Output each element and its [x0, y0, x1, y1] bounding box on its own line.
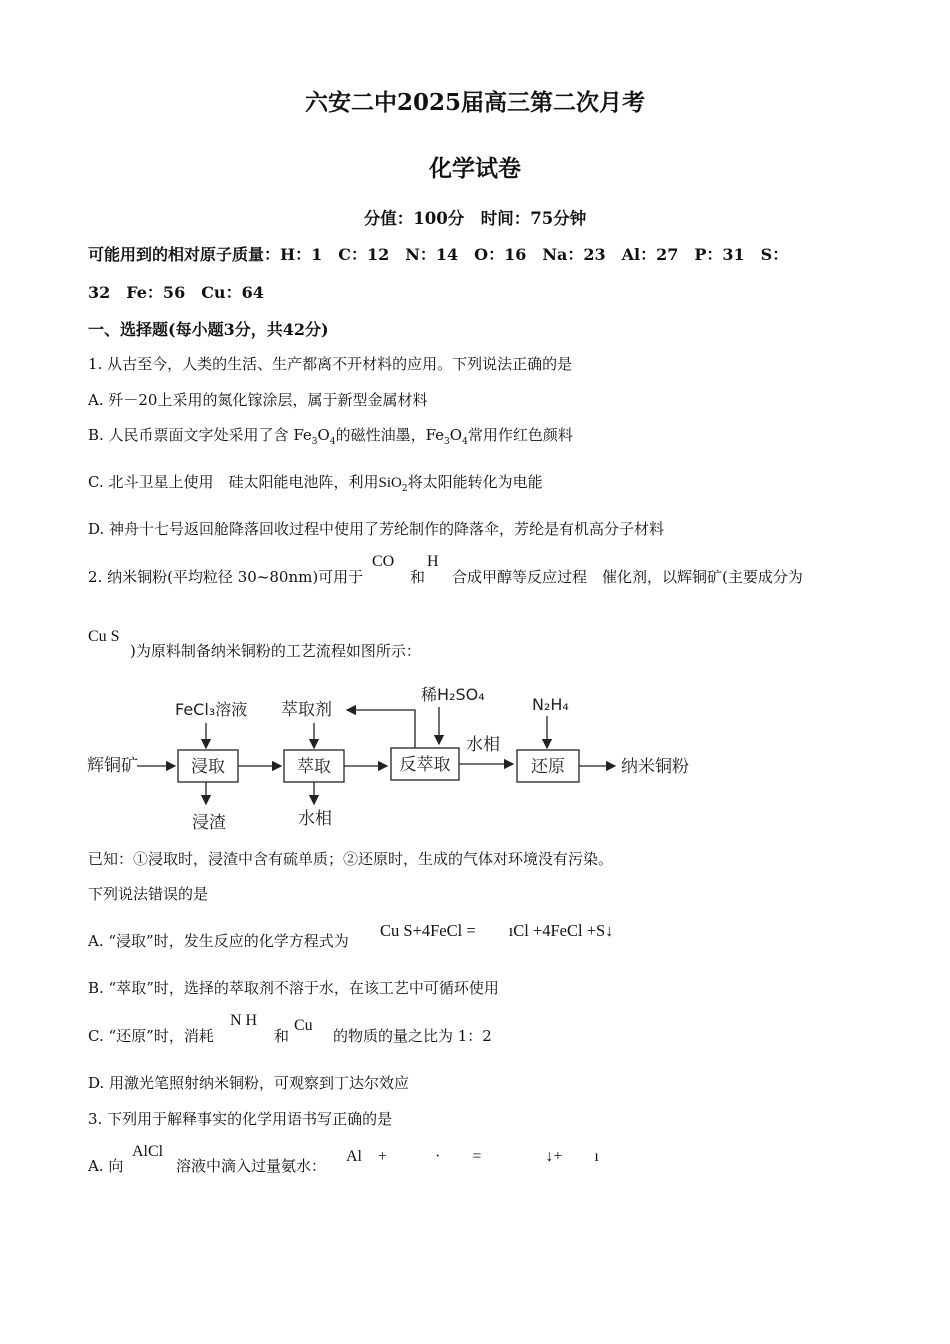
q2-option-a-equation: Cu S+4FeCl = ıCl +4FeCl +S↓: [380, 921, 614, 940]
q1-b-text-5: 常用作红色颜料: [467, 426, 573, 444]
process-flow-diagram: [85, 680, 745, 840]
q1-c-sub: 2: [401, 484, 408, 494]
q2-stem-text-1: 2. 纳米铜粉(平均粒径 30~80nm)可用于: [88, 568, 364, 586]
flow-box-1-label: 浸取: [191, 757, 225, 777]
q1-b-sub-4b: 4: [462, 437, 468, 447]
q1-c-text-2: 将太阳能转化为电能: [407, 473, 543, 491]
q1-option-c: [88, 471, 543, 494]
flow-reagent-2: 萃取剂: [281, 700, 332, 720]
q1-b-text-4: O: [449, 426, 463, 444]
q1-b-sub-4: 4: [329, 437, 336, 447]
atomic-mass-line-1: 可能用到的相对原子质量：H：1 C：12 N：14 O：16 Na：23 Al：27 P：31 S：: [88, 245, 789, 264]
q3-a-equation: Al + · = ↓+ ı: [346, 1148, 599, 1165]
q2-and: 和: [410, 568, 426, 586]
q3-a-post: 溶液中滴入过量氨水：: [176, 1157, 327, 1175]
q2-c-n2h4: N H: [230, 1012, 258, 1029]
q2-c-and: 和: [274, 1027, 290, 1045]
q1-b-text-1: B. 人民币票面文字处采用了含 Fe: [88, 426, 312, 444]
q1-option-d: D. 神舟十七号返回舱降落回收过程中使用了芳纶制作的降落伞，芳纶是有机高分子材料: [88, 520, 665, 538]
flow-box-3-label: 反萃取: [399, 755, 451, 775]
flow-recycle-line: [347, 710, 415, 750]
q2-option-c: C. “还原”时，消耗: [88, 1027, 214, 1045]
page-title: 六安二中2025届高三第二次月考: [304, 89, 645, 116]
q1-b-text-2: O: [317, 426, 330, 444]
flow-output-1: 浸渣: [192, 813, 226, 833]
q2-ask: 下列说法错误的是: [88, 885, 209, 903]
q1-option-b: [88, 424, 573, 447]
q1-c-text-1: C. 北斗卫星上使用 硅太阳能电池阵，利用: [88, 473, 379, 491]
flow-reagent-4: N₂H₄: [532, 695, 569, 714]
q1-b-sub-3b: 3: [444, 437, 450, 447]
q2-option-b: B. “萃取”时，选择的萃取剂不溶于水，在该工艺中可循环使用: [88, 979, 499, 997]
flow-box-2-label: 萃取: [297, 757, 331, 777]
q1-b-text-3: 的磁性油墨，Fe: [335, 426, 445, 444]
q2-cu2s-formula: Cu S: [88, 628, 120, 645]
q2-stem-text-3: )为原料制备纳米铜粉的工艺流程如图所示：: [130, 642, 421, 660]
q1-option-a: A. 歼－20上采用的氮化镓涂层，属于新型金属材料: [88, 391, 428, 409]
q2-h-formula: H: [427, 553, 439, 570]
flow-reagent-1: FeCl₃溶液: [175, 700, 248, 719]
flow-box-4-label: 还原: [531, 757, 565, 777]
q3-a-chem: AlCl: [132, 1143, 164, 1160]
q1-c-chem: SiO: [378, 475, 402, 491]
q2-stem: [88, 566, 363, 587]
q2-known: 已知：①浸取时，浸渣中含有硫单质；②还原时，生成的气体对环境没有污染。: [88, 850, 614, 868]
q2-option-a: A. “浸取”时，发生反应的化学方程式为: [88, 932, 349, 950]
flow-output-2: 水相: [298, 809, 332, 829]
q2-stem-text-2: 合成甲醇等反应过程 催化剂，以辉铜矿(主要成分为: [452, 568, 803, 586]
flow-mid-aqueous: 水相: [466, 735, 500, 755]
exam-meta: 分值：100分 时间：75分钟: [363, 209, 587, 228]
flow-reagent-3: 稀H₂SO₄: [421, 685, 485, 704]
q2-c-cu: Cu: [294, 1017, 313, 1034]
section-heading: 一、选择题(每小题3分，共42分): [88, 320, 329, 339]
flow-raw-material: 辉铜矿: [87, 756, 138, 776]
q2-c-post: 的物质的量之比为 1：2: [333, 1027, 492, 1045]
q3-option-a: A. 向: [88, 1157, 124, 1175]
q2-co-formula: CO: [372, 553, 395, 570]
subject-title: 化学试卷: [429, 155, 521, 182]
q3-stem: 3. 下列用于解释事实的化学用语书写正确的是: [88, 1110, 393, 1128]
q2-option-d: D. 用激光笔照射纳米铜粉，可观察到丁达尔效应: [88, 1074, 410, 1092]
q1-stem: 1. 从古至今，人类的生活、生产都离不开材料的应用。下列说法正确的是: [88, 355, 573, 373]
flow-product: 纳米铜粉: [621, 757, 689, 777]
atomic-mass-line-2: 32 Fe：56 Cu：64: [88, 283, 264, 302]
q1-b-sub-3: 3: [311, 437, 318, 447]
